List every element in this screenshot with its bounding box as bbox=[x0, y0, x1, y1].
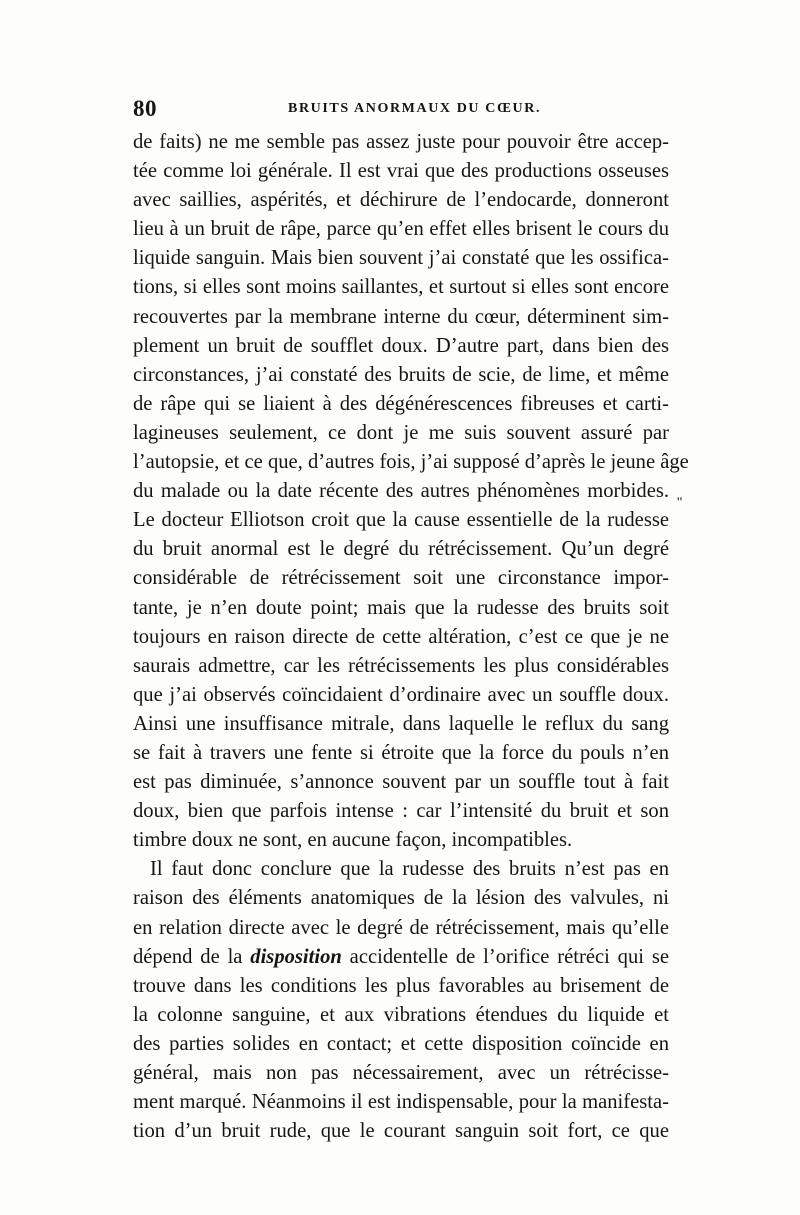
text-line: raison des éléments anatomiques de la lésion des valvules, ni bbox=[133, 887, 669, 910]
text-line: général, mais non pas nécessairement, avec un rétrécisse- bbox=[133, 1062, 669, 1084]
text-line: Le docteur Elliotson croit que la cause essentielle de la rudesse bbox=[133, 509, 669, 532]
text-line: la colonne sanguine, et aux vibrations étendues du liquide et bbox=[133, 1003, 669, 1026]
page-number: 80 bbox=[133, 96, 157, 121]
text-line: circonstances, j’ai constaté des bruits de scie, de lime, et même bbox=[133, 363, 669, 386]
running-title: BRUITS ANORMAUX DU CŒUR. bbox=[288, 101, 542, 116]
text-line: tions, si elles sont moins saillantes, et surtout si elles sont encore bbox=[133, 276, 669, 299]
text-line: de râpe qui se liaient à des dégénérescences fibreuses et carti- bbox=[133, 392, 669, 415]
text-fragment: dépend de la bbox=[133, 945, 251, 968]
text-line: de faits) ne me semble pas assez juste pour pouvoir être accep- bbox=[133, 131, 669, 153]
text-fragment: accidentelle de l’orifice rétréci qui se bbox=[341, 945, 669, 968]
text-line: considérable de rétrécissement soit une circonstance impor- bbox=[133, 567, 669, 590]
text-line: timbre doux ne sont, en aucune façon, incompatibles. bbox=[133, 829, 573, 852]
text-line: saurais admettre, car les rétrécissements les plus considérables bbox=[133, 654, 669, 677]
text-line: est pas diminuée, s’annonce souvent par un souffle tout à fait bbox=[133, 771, 669, 794]
text-line: doux, bien que parfois intense : car l’intensité du bruit et son bbox=[133, 800, 669, 823]
text-line: l’autopsie, et ce que, d’autres fois, j’ai supposé d’après le jeune âge bbox=[133, 451, 689, 474]
body-text bbox=[133, 128, 689, 1146]
text-line: tion d’un bruit rude, que le courant sanguin soit fort, ce que bbox=[133, 1120, 669, 1143]
emphasized-word: disposition bbox=[250, 945, 342, 968]
text-line: tée comme loi générale. Il est vrai que des productions osseuses bbox=[133, 160, 669, 183]
running-head bbox=[133, 96, 665, 122]
text-line-with-emphasis bbox=[133, 943, 669, 972]
text-line: lieu à un bruit de râpe, parce qu’en effet elles brisent le cours du bbox=[133, 218, 669, 241]
text-line: des parties solides en contact; et cette disposition coïncide en bbox=[133, 1032, 669, 1055]
text-line: trouve dans les conditions les plus favorables au brisement de bbox=[133, 974, 669, 997]
text-line-paragraph-start: Il faut donc conclure que la rudesse des bruits n’est pas en bbox=[150, 858, 669, 881]
text-line: que j’ai observés coïncidaient d’ordinaire avec un souffle doux. bbox=[133, 683, 669, 706]
text-line: tante, je n’en doute point; mais que la rudesse des bruits soit bbox=[133, 596, 669, 619]
text-line: se fait à travers une fente si étroite que la force du pouls n’en bbox=[133, 741, 669, 764]
text-line: toujours en raison directe de cette altération, c’est ce que je ne bbox=[133, 625, 669, 648]
text-line: en relation directe avec le degré de rétrécissement, mais qu’elle bbox=[133, 916, 669, 939]
text-line: plement un bruit de soufflet doux. D’autre part, dans bien des bbox=[133, 334, 669, 357]
text-line: Ainsi une insuffisance mitrale, dans laquelle le reflux du sang bbox=[133, 712, 669, 735]
text-line: avec saillies, aspérités, et déchirure de l’endocarde, donneront bbox=[133, 189, 669, 212]
text-line: ment marqué. Néanmoins il est indispensable, pour la manifesta- bbox=[133, 1091, 669, 1114]
text-line: recouvertes par la membrane interne du cœur, déterminent sim- bbox=[133, 305, 669, 328]
text-line: liquide sanguin. Mais bien souvent j’ai constaté que les ossifica- bbox=[133, 247, 669, 270]
margin-mark: " bbox=[676, 494, 684, 509]
text-line: du malade ou la date récente des autres phénomènes morbides. bbox=[133, 480, 669, 503]
text-line: du bruit anormal est le degré du rétrécissement. Qu’un degré bbox=[133, 538, 669, 561]
text-line: lagineuses seulement, ce dont je me suis souvent assuré par bbox=[133, 421, 669, 444]
